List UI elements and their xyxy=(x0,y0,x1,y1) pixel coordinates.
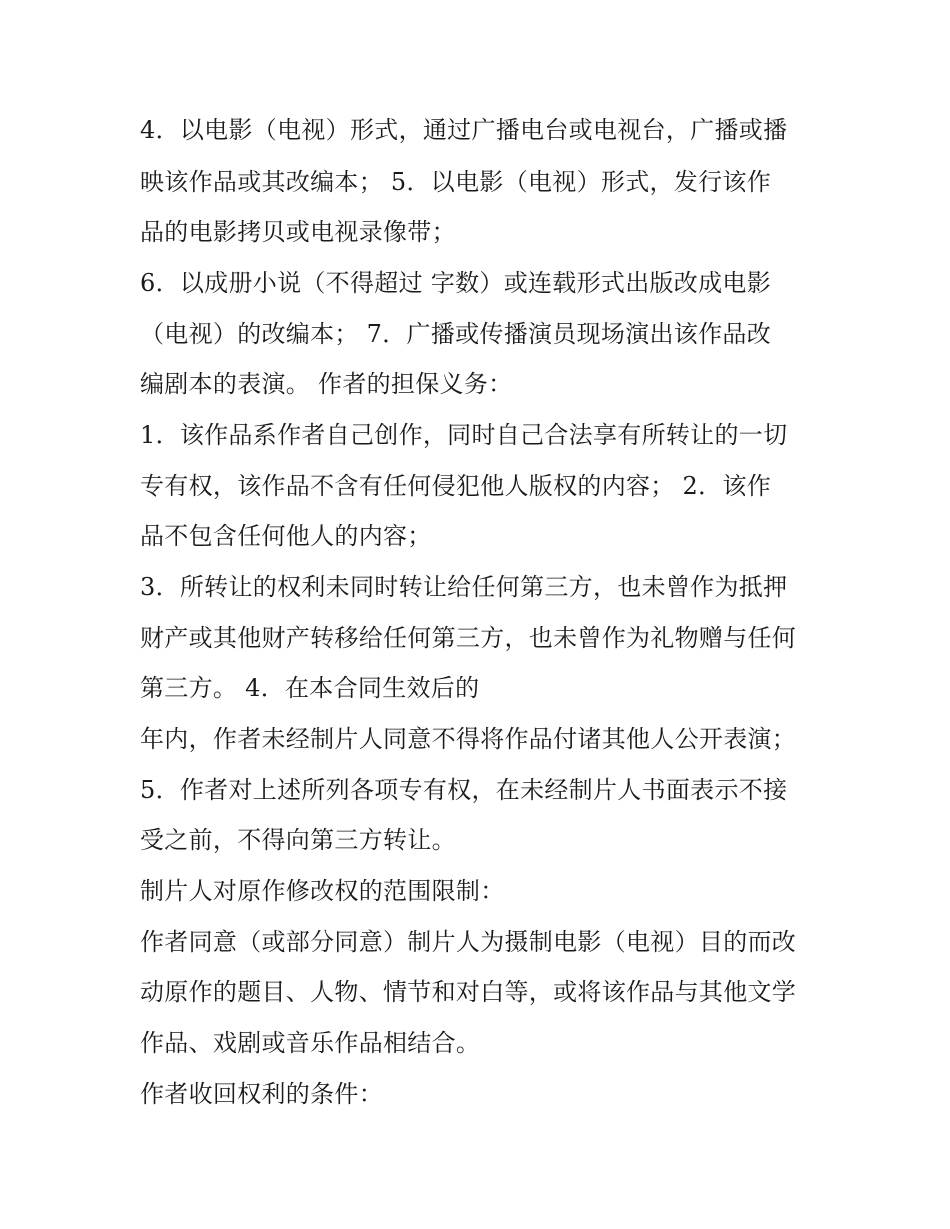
text-line: 4．以电影（电视）形式，通过广播电台或电视台，广播或播 xyxy=(140,116,788,144)
text-line: 制片人对原作修改权的范围限制： xyxy=(140,877,505,905)
text-line: 作品、戏剧或音乐作品相结合。 xyxy=(140,1029,481,1057)
text-line: 品不包含任何他人的内容； xyxy=(140,522,432,550)
text-line: 财产或其他财产转移给任何第三方，也未曾作为礼物赠与任何 xyxy=(140,624,797,652)
text-line: 第三方。 4．在本合同生效后的 xyxy=(140,674,480,702)
text-line: 6．以成册小说（不得超过 字数）或连载形式出版改成电影 xyxy=(140,269,771,297)
text-line: 1．该作品系作者自己创作，同时自己合法享有所转让的一切 xyxy=(140,421,788,449)
text-line: 作者同意（或部分同意）制片人为摄制电影（电视）目的而改 xyxy=(140,928,797,956)
text-line: 专有权，该作品不含有任何侵犯他人版权的内容； 2．该作 xyxy=(140,472,771,500)
text-line: 作者收回权利的条件： xyxy=(140,1080,383,1108)
text-line: 年内，作者未经制片人同意不得将作品付诸其他人公开表演； xyxy=(140,725,797,753)
text-line: 动原作的题目、人物、情节和对白等，或将该作品与其他文学 xyxy=(140,978,797,1006)
text-line: 品的电影拷贝或电视录像带； xyxy=(140,218,456,246)
text-line: 映该作品或其改编本； 5．以电影（电视）形式，发行该作 xyxy=(140,168,771,196)
text-line: 受之前，不得向第三方转让。 xyxy=(140,826,456,854)
text-line: 3．所转让的权利未同时转让给任何第三方，也未曾作为抵押 xyxy=(140,573,788,601)
text-line: （电视）的改编本； 7．广播或传播演员现场演出该作品改 xyxy=(140,320,771,348)
text-line: 编剧本的表演。 作者的担保义务： xyxy=(140,370,513,398)
text-line: 5．作者对上述所列各项专有权，在未经制片人书面表示不接 xyxy=(140,776,788,804)
